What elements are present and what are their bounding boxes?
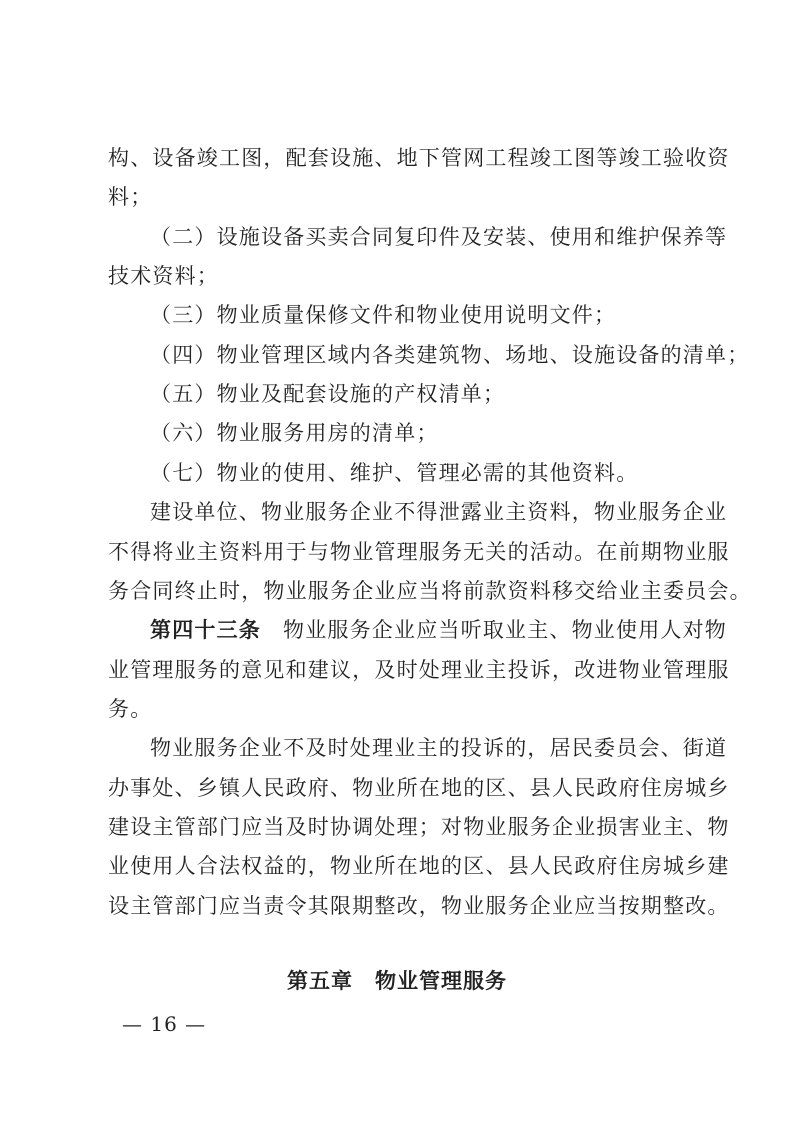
article-43-text: 物业服务企业应当听取业主、物业使用人对物 (283, 618, 727, 642)
list-item-2: （二）设施设备买卖合同复印件及安装、使用和维护保养等 (150, 225, 728, 249)
article-43-line (150, 615, 727, 645)
paragraph-line: 建设单位、物业服务企业不得泄露业主资料，物业服务企业 (150, 500, 728, 524)
paragraph-line: 业管理服务的意见和建议，及时处理业主投诉，改进物业管理服 (108, 658, 730, 682)
list-item-2-cont: 技术资料； (108, 264, 219, 288)
paragraph-line: 务。 (108, 697, 153, 721)
paragraph-line: 不得将业主资料用于与物业管理服务无关的活动。在前期物业服 (108, 540, 730, 564)
paragraph-line: 设主管部门应当责令其限期整改，物业服务企业应当按期整改。 (108, 894, 730, 918)
article-43-title: 第四十三条 (150, 618, 261, 642)
list-item-7: （七）物业的使用、维护、管理必需的其他资料。 (150, 461, 639, 485)
chapter-heading: 第五章 物业管理服务 (287, 969, 507, 993)
list-item-5: （五）物业及配套设施的产权清单； (150, 382, 506, 406)
paragraph-line: 办事处、乡镇人民政府、物业所在地的区、县人民政府住房城乡 (108, 776, 730, 800)
list-item-3: （三）物业质量保修文件和物业使用说明文件； (150, 303, 617, 327)
paragraph-line: 务合同终止时，物业服务企业应当将前款资料移交给业主委员会。 (108, 579, 752, 603)
paragraph-line: 构、设备竣工图，配套设施、地下管网工程竣工图等竣工验收资 (108, 146, 730, 170)
paragraph-line: 建设主管部门应当及时协调处理；对物业服务企业损害业主、物 (108, 815, 730, 839)
list-item-4: （四）物业管理区域内各类建筑物、场地、设施设备的清单； (150, 343, 750, 367)
paragraph-line: 料； (108, 185, 153, 209)
page-number: — 16 — (122, 1012, 207, 1036)
list-item-6: （六）物业服务用房的清单； (150, 421, 439, 445)
paragraph-line: 物业服务企业不及时处理业主的投诉的，居民委员会、街道 (150, 736, 728, 760)
paragraph-line: 业使用人合法权益的，物业所在地的区、县人民政府住房城乡建 (108, 854, 730, 878)
